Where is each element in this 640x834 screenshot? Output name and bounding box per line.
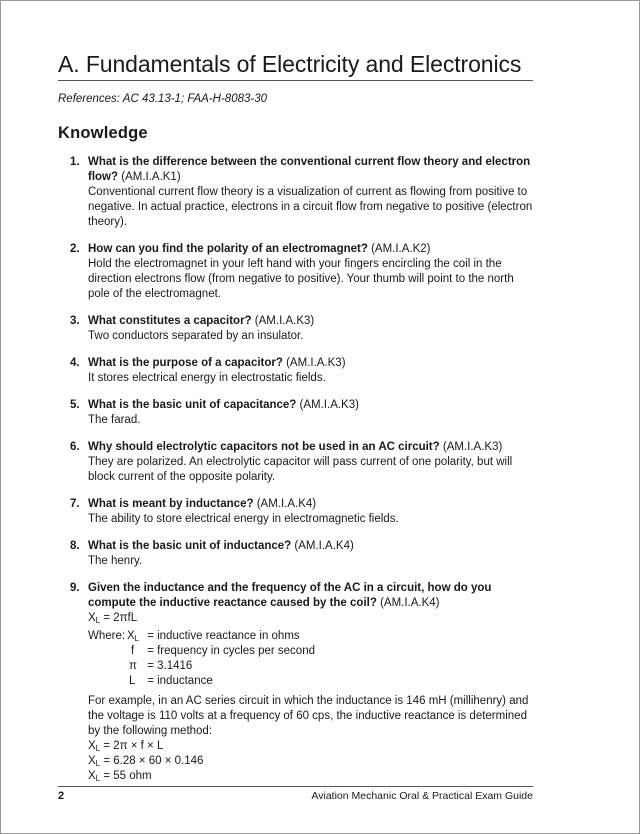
legend-symbol: π <box>129 660 137 672</box>
acs-reference: (AM.I.A.K3) <box>254 315 315 327</box>
formula-expression: = 2πfL <box>100 612 138 624</box>
question-text: What is the purpose of a capacitor? <box>88 357 283 369</box>
question-list <box>58 155 536 796</box>
legend-definition: = inductance <box>144 675 213 687</box>
formula-subscript: L <box>95 616 101 625</box>
formula-expression: = 6.28 × 60 × 0.146 <box>100 755 204 767</box>
acs-reference: (AM.I.A.K4) <box>256 498 317 510</box>
footer-divider <box>58 786 533 787</box>
question-number: 1. <box>70 156 80 168</box>
question-item-1 <box>58 155 536 230</box>
answer-text: Two conductors separated by an insulator. <box>88 330 304 342</box>
legend-symbol: X <box>127 630 135 642</box>
question-number: 4. <box>70 357 80 369</box>
page-number: 2 <box>58 790 65 802</box>
formula-symbol: X <box>88 770 96 782</box>
legend-row <box>88 674 536 689</box>
acs-reference: (AM.I.A.K4) <box>294 540 354 552</box>
answer-text: Conventional current flow theory is a visualization of current as flowing from positive to negative. In actual practice, electrons in a circuit flow from negative to positive (electron theory). <box>88 186 533 228</box>
formula-subscript: L <box>95 744 101 753</box>
question-text: What is the basic unit of capacitance? <box>88 399 297 411</box>
question-item-9 <box>58 581 536 784</box>
formula-subscript: L <box>95 759 101 768</box>
acs-reference: (AM.I.A.K2) <box>371 243 431 255</box>
formula-subscript: L <box>95 774 101 783</box>
question-item-7 <box>58 497 536 527</box>
question-number: 2. <box>70 243 80 255</box>
where-label: Where: <box>88 630 126 642</box>
legend-subscript: L <box>134 634 140 643</box>
question-text: Given the inductance and the frequency of the AC in a circuit, how do you compute the inductive reactance caused by the coil? <box>88 582 492 609</box>
legend-definition: = 3.1416 <box>144 660 193 672</box>
answer-text: Hold the electromagnet in your left hand with your fingers encircling the coil in the direction electrons flow (from negative to positive). Your thumb will point to the north pole of the electromagnet. <box>88 258 514 300</box>
worked-example-text: For example, in an AC series circuit in which the inductance is 146 mH (millihenry) and the voltage is 110 volts at a frequency of 60 cps, the inductive reactance is determined by the following method: <box>88 695 529 737</box>
question-text: Why should electrolytic capacitors not be used in an AC circuit? <box>88 441 440 453</box>
formula-legend <box>88 629 536 689</box>
inductive-reactance-formula <box>88 611 536 626</box>
answer-text: The ability to store electrical energy in electromagnetic fields. <box>88 513 399 525</box>
calculation-step-2 <box>88 754 536 769</box>
question-item-4 <box>58 356 536 386</box>
question-number: 5. <box>70 399 80 411</box>
formula-symbol: X <box>88 755 96 767</box>
question-number: 3. <box>70 315 80 327</box>
legend-symbol: L <box>129 675 136 687</box>
formula-expression: = 2π × f × L <box>100 740 164 752</box>
question-item-3 <box>58 314 536 344</box>
legend-definition: = inductive reactance in ohms <box>144 630 300 642</box>
question-text: What is the difference between the conventional current flow theory and electron flow? <box>88 156 531 183</box>
answer-text: It stores electrical energy in electrostatic fields. <box>88 372 326 384</box>
question-text: What is the basic unit of inductance? <box>88 540 292 552</box>
question-number: 9. <box>70 582 80 594</box>
answer-text: The farad. <box>88 414 141 426</box>
formula-expression: = 55 ohm <box>100 770 152 782</box>
formula-symbol: X <box>88 740 96 752</box>
question-number: 8. <box>70 540 80 552</box>
calculation-result <box>88 769 536 784</box>
section-heading-knowledge: Knowledge <box>58 124 148 142</box>
question-number: 7. <box>70 498 80 510</box>
legend-row <box>88 659 536 674</box>
question-item-8 <box>58 539 536 569</box>
answer-text: The henry. <box>88 555 143 567</box>
legend-row <box>88 644 536 659</box>
question-text: What constitutes a capacitor? <box>88 315 252 327</box>
title-divider <box>58 80 533 81</box>
question-item-2 <box>58 242 536 302</box>
acs-reference: (AM.I.A.K1) <box>121 171 181 183</box>
references-line: References: AC 43.13-1; FAA-H-8083-30 <box>58 93 268 105</box>
formula-symbol: X <box>88 612 96 624</box>
question-item-5 <box>58 398 536 428</box>
calculation-step-1 <box>88 739 536 754</box>
legend-row <box>88 629 536 644</box>
acs-reference: (AM.I.A.K4) <box>380 597 440 609</box>
acs-reference: (AM.I.A.K3) <box>286 357 346 369</box>
question-item-6 <box>58 440 536 485</box>
question-number: 6. <box>70 441 80 453</box>
acs-reference: (AM.I.A.K3) <box>299 399 359 411</box>
running-footer-title: Aviation Mechanic Oral & Practical Exam Guide <box>311 790 533 802</box>
chapter-title: A. Fundamentals of Electricity and Electronics <box>58 51 522 77</box>
question-text: How can you find the polarity of an electromagnet? <box>88 243 368 255</box>
question-text: What is meant by inductance? <box>88 498 254 510</box>
legend-symbol: f <box>131 645 135 657</box>
answer-text: They are polarized. An electrolytic capacitor will pass current of one polarity, but will block current of the opposite polarity. <box>88 456 513 483</box>
acs-reference: (AM.I.A.K3) <box>442 441 503 453</box>
legend-definition: = frequency in cycles per second <box>144 645 315 657</box>
